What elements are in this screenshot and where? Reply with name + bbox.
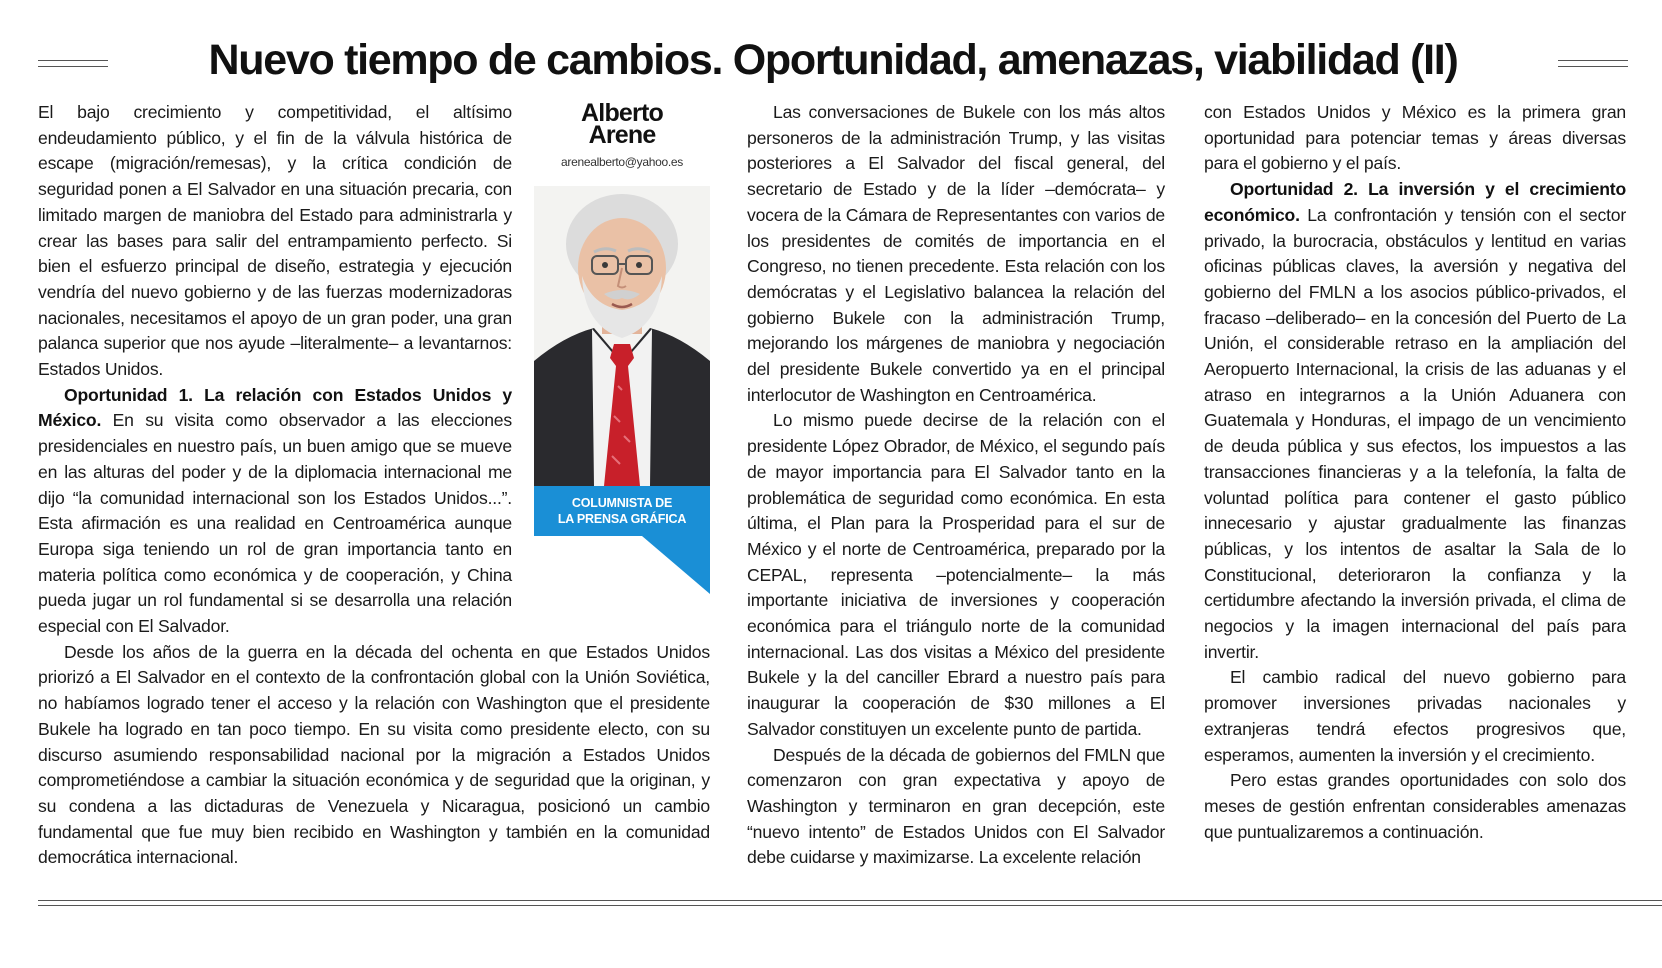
author-portrait-image [534, 186, 710, 486]
paragraph: El cambio radical del nuevo gobierno para promover inversiones privadas nacionales y extranjeras tendrá efectos progresivos que, esperamos, aumenten la inversión y el crecimiento. [1204, 667, 1626, 765]
paragraph-text: La confrontación y tensión con el sector privado, la burocracia, obstáculos y lentitud en varias oficinas públicas claves, la aversión y negativa del gobierno del FMLN a los asocios público-privados, el fracaso –deliberado– en la concesión del Puerto de La Unión, el considerable retraso en la ampliación del Aeropuerto Internacional, la crisis de las aduanas y el atraso en integrarnos a la Unión Aduanera con Guatemala y Honduras, el impago de un vencimiento de deuda pública y sus efectos, los impuestos a las transacciones financieras y a la telefonía, la falta de voluntad política para contener el gasto público innecesario y ajustar gradualmente las finanzas públicas, y los intentos de asaltar la Sala de lo Constitucional, deterioraron la confianza y la certidumbre afectando la inversión privada, el clima de negocios y la imagen internacional del país para invertir. [1204, 204, 1626, 662]
author-portrait [534, 186, 710, 486]
paragraph: Las conversaciones de Bukele con los más altos personeros de la administración Trump, y las visitas posteriores a El Salvador del fiscal general, del secretario de Estado y de la líder –demócrata– y vocera de la Cámara de Representantes con varios de los presidentes de comités de importancia en el Congreso, no tienen precedente. Esta relación con los demócratas y el Legislativo balancea la relación del gobierno Bukele con la administración Trump, mejorando los márgenes de maniobra y negociación del presidente Bukele convertido ya en el principal interlocutor de Washington en Centroamérica. [747, 102, 1165, 405]
headline-rule-left [38, 60, 108, 67]
paragraph: con Estados Unidos y México es la primera gran oportunidad para potenciar temas y áreas diversas para el gobierno y el país. [1204, 102, 1626, 174]
author-name-line2: Arene [588, 121, 656, 149]
paragraph-text: En su visita como observador a las elecciones presidenciales en nuestro país, un buen amigo que se mueve en las alturas del poder y de la diplomacia internacional me dijo “la comunidad internacional son los Estados Unidos...”. Esta afirmación es una realidad en Centroamérica aunque Europa siga teniendo un rol de gran importancia tanto en materia política como económica y de cooperación, y China pueda jugar un rol fundamental si se desarrolla una relación especial con El Salvador. [38, 410, 512, 637]
column-2 [747, 100, 1165, 871]
headline: Nuevo tiempo de cambios. Oportunidad, amenazas, viabilidad (II) [208, 36, 1458, 84]
column-3 [1204, 100, 1626, 845]
author-name [534, 99, 710, 149]
subheading: Oportunidad 1. La relación con Estados Unidos y México. [38, 384, 512, 431]
badge-line1: COLUMNISTA DE [571, 496, 673, 510]
paragraph: El bajo crecimiento y competitividad, el altísimo endeudamiento público, y el fin de la válvula histórica de escape (migración/remesas), y la crítica condición de seguridad ponen a El Salvador en una situación precaria, con limitado margen de maniobra del Estado para administrarla y crear las bases para salir del entrampamiento perfecto. Si bien el esfuerzo principal de diseño, estrategia y ejecución vendría del nuevo gobierno y de las fuerzas modernizadoras nacionales, necesitamos el apoyo de un gran poder, una gran palanca superior que nos ayude –literalmente– a levantarnos: Estados Unidos. [38, 102, 512, 380]
headline-rule-right [1558, 60, 1628, 67]
paragraph [1204, 177, 1626, 665]
author-box [534, 100, 710, 593]
badge-line2: LA PRENSA GRÁFICA [557, 512, 687, 526]
paragraph: Desde los años de la guerra en la década del ochenta en que Estados Unidos priorizó a El Salvador en el contexto de la confrontación global con la Unión Soviética, no habíamos logrado tener el acceso y la relación con Washington que el presidente Bukele ha logrado en tan poco tiempo. En su visita como presidente electo, con su discurso asumiendo responsabilidad nacional por la migración a Estados Unidos comprometiéndose a cambiar la situación económica y de seguridad que la originan, y su condena a las dictaduras de Venezuela y Nicaragua, posicionó un cambio fundamental que fue muy bien recibido en Washington y también en la comunidad democrática internacional. [38, 641, 710, 868]
bottom-rule [38, 900, 1662, 906]
columnist-badge [534, 486, 710, 536]
subheading: Oportunidad 2. La inversión y el crecimiento económico. [1204, 179, 1626, 225]
paragraph: Lo mismo puede decirse de la relación con el presidente López Obrador, de México, el segundo país de mayor importancia para El Salvador tanto en la problemática de seguridad como económica. En esta última, el Plan para la Prosperidad para el sur de México y el norte de Centroamérica, preparado por la CEPAL, representa –potencialmente– la más importante iniciativa de inversiones y cooperación económica para el triángulo norte de la comunidad internacional. Las dos visitas a México del presidente Bukele y la del canciller Ebrard a nuestro país para inaugurar la cooperación de $30 millones a El Salvador constituyen un excelente punto de partida. [747, 410, 1165, 739]
column-1 [38, 100, 710, 871]
paragraph: Después de la década de gobiernos del FMLN que comenzaron con gran expectativa y apoyo de Washington y terminaron en gran decepción, este “nuevo intento” de Estados Unidos con El Salvador debe cuidarse y maximizarse. La excelente relación [747, 744, 1165, 868]
badge-tail [642, 536, 710, 594]
author-name-line1: Alberto [581, 99, 663, 127]
paragraph: Pero estas grandes oportunidades con solo dos meses de gestión enfrentan considerables amenazas que puntualizaremos a continuación. [1204, 770, 1626, 842]
author-email: arenealberto@yahoo.es [561, 155, 683, 169]
